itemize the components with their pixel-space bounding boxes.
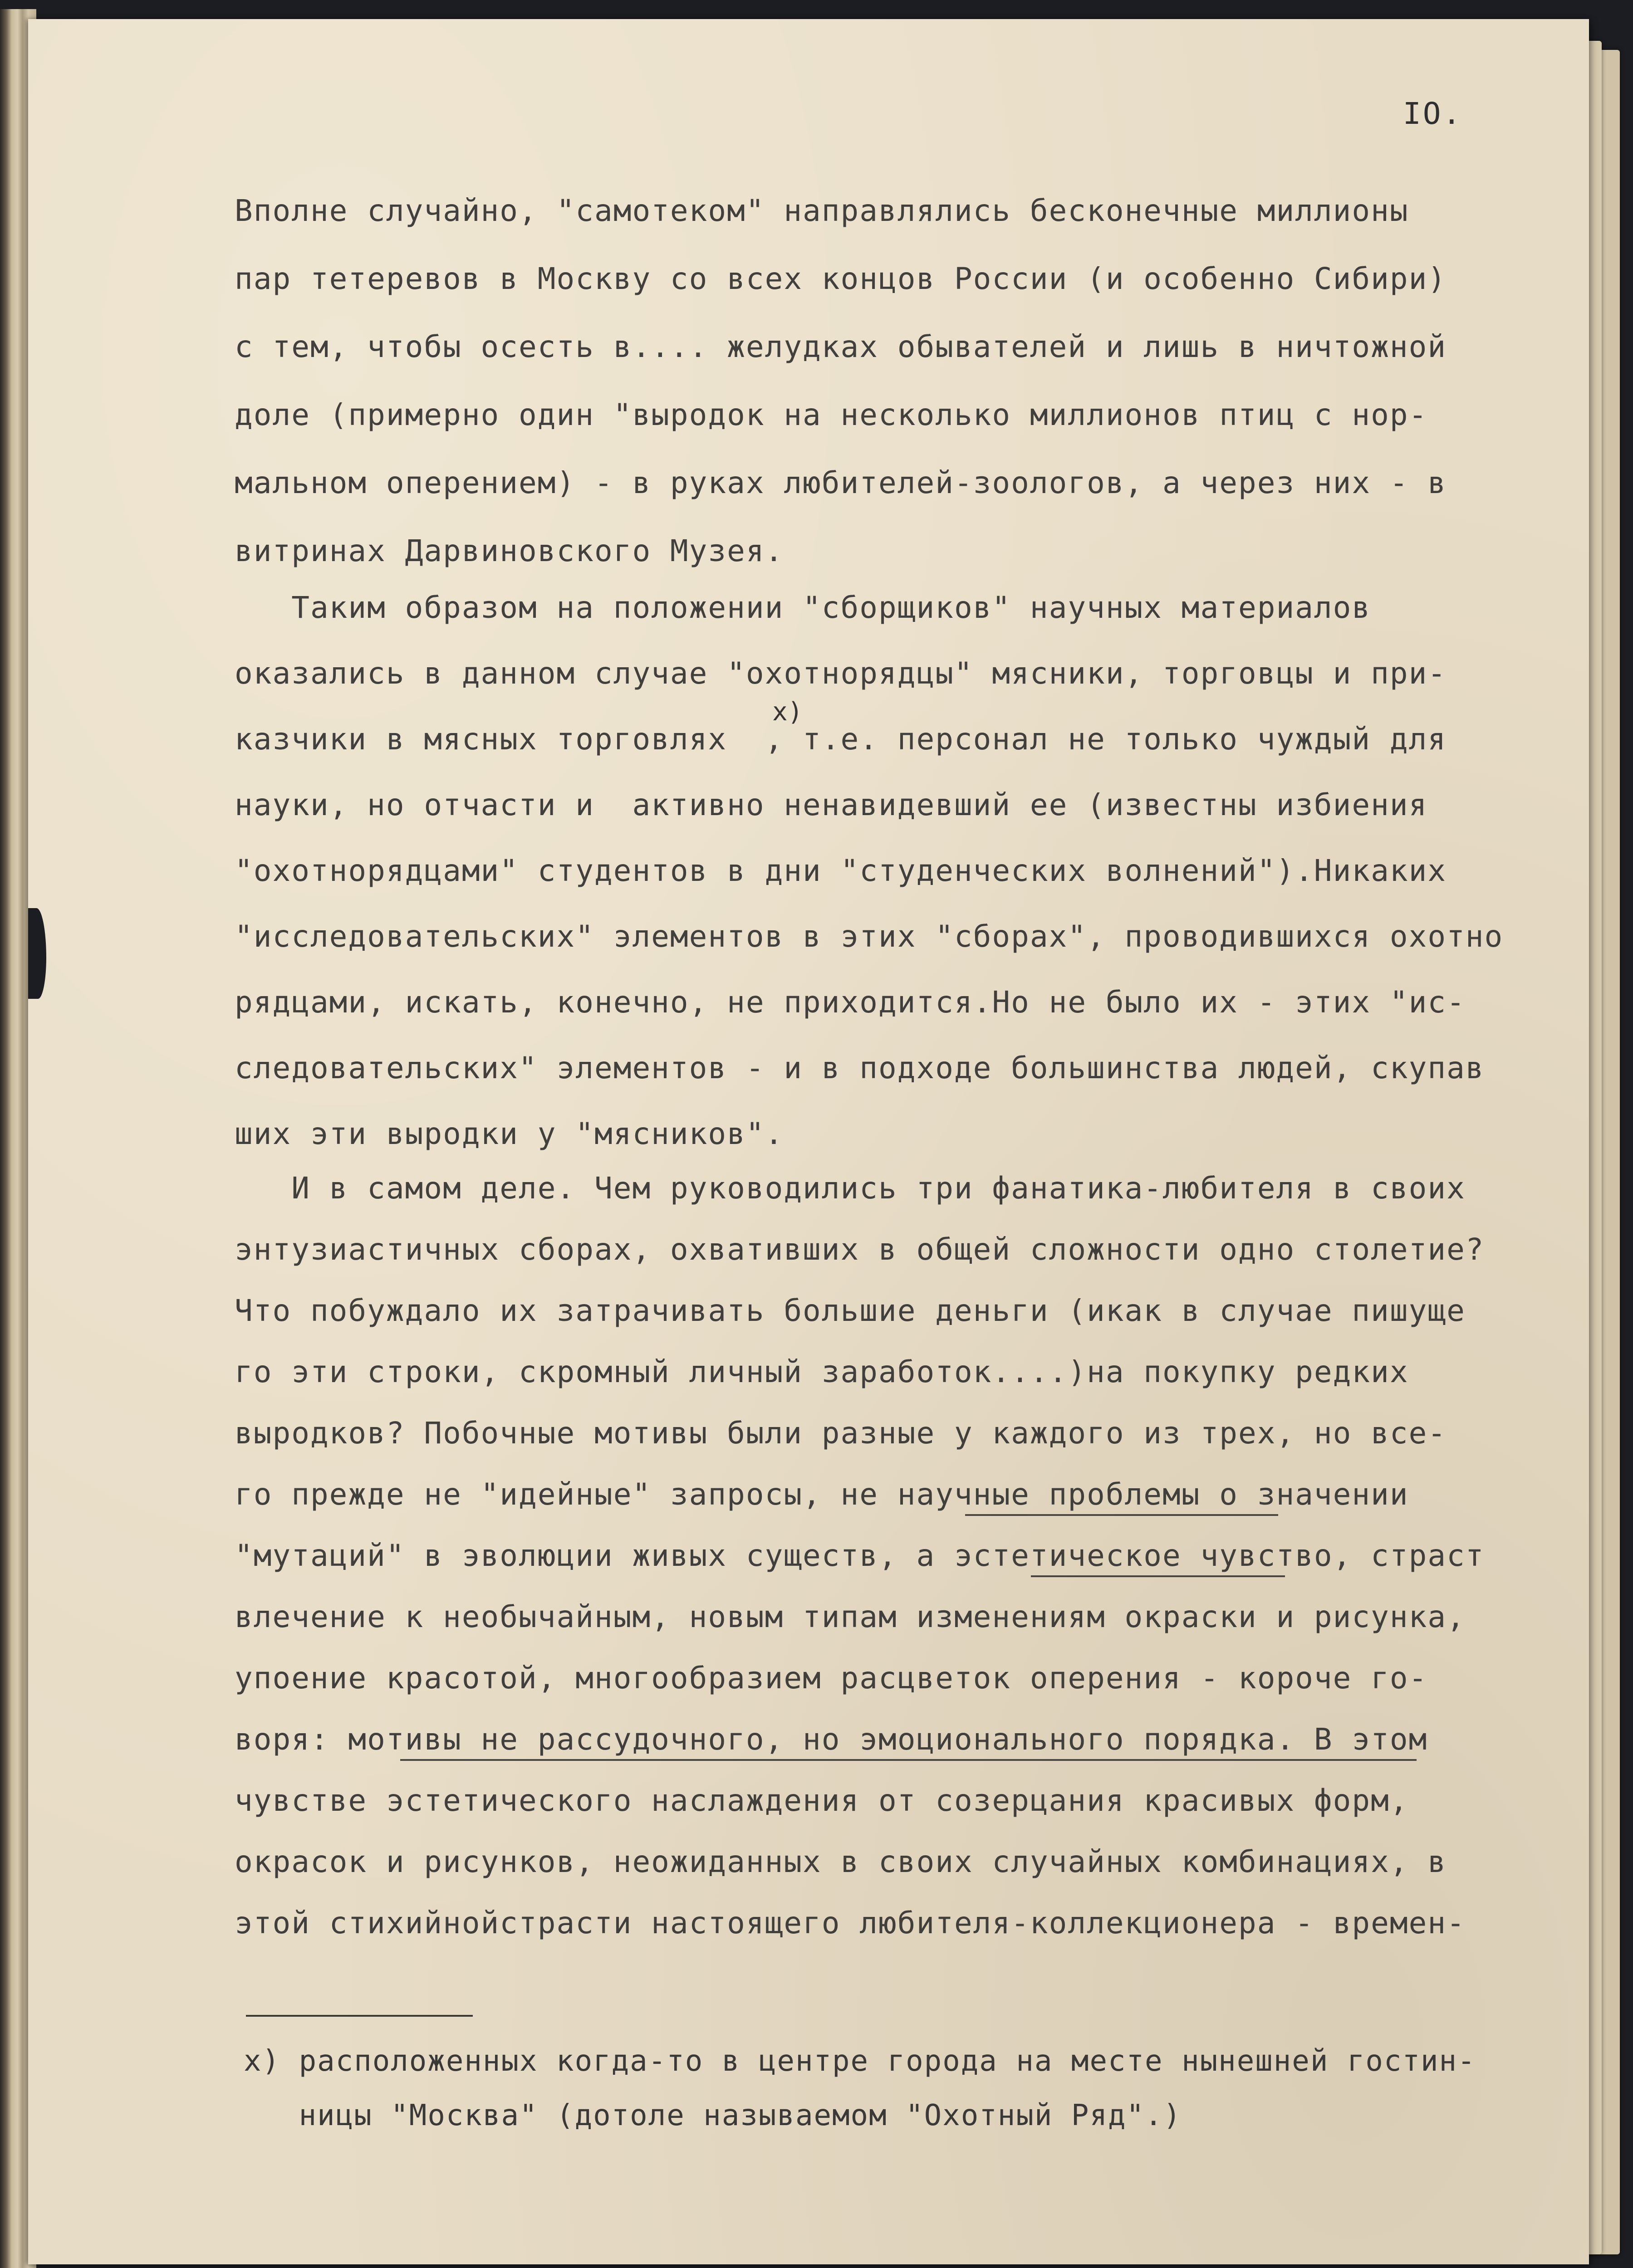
underline-mark xyxy=(400,1759,1417,1761)
text-line: го эти строки, скромный личный заработок....)на покупку редких xyxy=(235,1354,1409,1389)
text-line: энтузиастичных сборах, охвативших в общей сложности одно столетие? xyxy=(235,1232,1485,1267)
text-line: чувстве эстетического наслаждения от созерцания красивых форм, xyxy=(235,1783,1409,1818)
text-line: выродков? Побочные мотивы были разные у каждого из трех, но все- xyxy=(235,1416,1447,1451)
underline-mark xyxy=(1031,1575,1285,1577)
text-line: И в самом деле. Чем руководились три фанатика-любителя в своих xyxy=(235,1171,1466,1206)
text-line: с тем, чтобы осесть в.... желудках обывателей и лишь в ничтожной xyxy=(235,329,1447,364)
text-line: го прежде не "идейные" запросы, не научные проблемы о значении xyxy=(235,1477,1409,1512)
text-line: воря: мотивы не рассудочного, но эмоционального порядка. В этом xyxy=(235,1722,1428,1757)
footnote-marker: x) xyxy=(772,697,803,727)
text-line: окрасок и рисунков, неожиданных в своих случайных комбинациях, в xyxy=(235,1844,1447,1879)
text-line: рядцами, искать, конечно, не приходится.Но не было их - этих "ис- xyxy=(235,985,1466,1020)
torn-edge xyxy=(28,908,46,999)
typewritten-page xyxy=(28,19,1589,2264)
underline-mark xyxy=(965,1514,1278,1516)
text-line: Что побуждало их затрачивать большие деньги (икак в случае пишуще xyxy=(235,1293,1466,1328)
text-line: следовательских" элементов - и в подходе большинства людей, скупав xyxy=(235,1051,1485,1085)
page-number: IO. xyxy=(1403,96,1463,131)
footnote-separator xyxy=(246,2015,473,2017)
text-line: мальном оперением) - в руках любителей-зоологов, а через них - в xyxy=(235,465,1447,500)
text-line: витринах Дарвиновского Музея. xyxy=(235,533,784,568)
text-line: влечение к необычайным, новым типам изменениям окраски и рисунка, xyxy=(235,1599,1466,1634)
text-line: доле (примерно один "выродок на несколько миллионов птиц с нор- xyxy=(235,397,1428,432)
text-line: Вполне случайно, "самотеком" направлялись бесконечные миллионы xyxy=(235,193,1409,228)
text-line: науки, но отчасти и активно ненавидевший ее (известны избиения xyxy=(235,787,1428,822)
text-line: "исследовательских" элементов в этих "сборах", проводившихся охотно xyxy=(235,919,1504,954)
text-line: этой стихийнойстрасти настоящего любителя-коллекционера - времен- xyxy=(235,1906,1466,1941)
text-line: упоение красотой, многообразием расцветок оперения - короче го- xyxy=(235,1661,1428,1696)
footnote-line: ницы "Москва" (дотоле называемом "Охотный Ряд".) xyxy=(244,2099,1182,2132)
text-line: "охотнорядцами" студентов в дни "студенческих волнений").Никаких xyxy=(235,853,1447,888)
text-line: оказались в данном случае "охотнорядцы" мясники, торговцы и при- xyxy=(235,656,1447,691)
text-line: казчики в мясных торговлях , т.е. персонал не только чуждый для xyxy=(235,722,1447,757)
footnote-line: x) расположенных когда-то в центре города на месте нынешней гостин- xyxy=(244,2044,1476,2078)
text-line: "мутаций" в эволюции живых существ, а эстетическое чувство, страст xyxy=(235,1538,1485,1573)
text-line: пар тетеревов в Москву со всех концов России (и особенно Сибири) xyxy=(235,261,1447,296)
text-line: ших эти выродки у "мясников". xyxy=(235,1116,784,1151)
text-line: Таким образом на положении "сборщиков" научных материалов xyxy=(235,590,1371,625)
